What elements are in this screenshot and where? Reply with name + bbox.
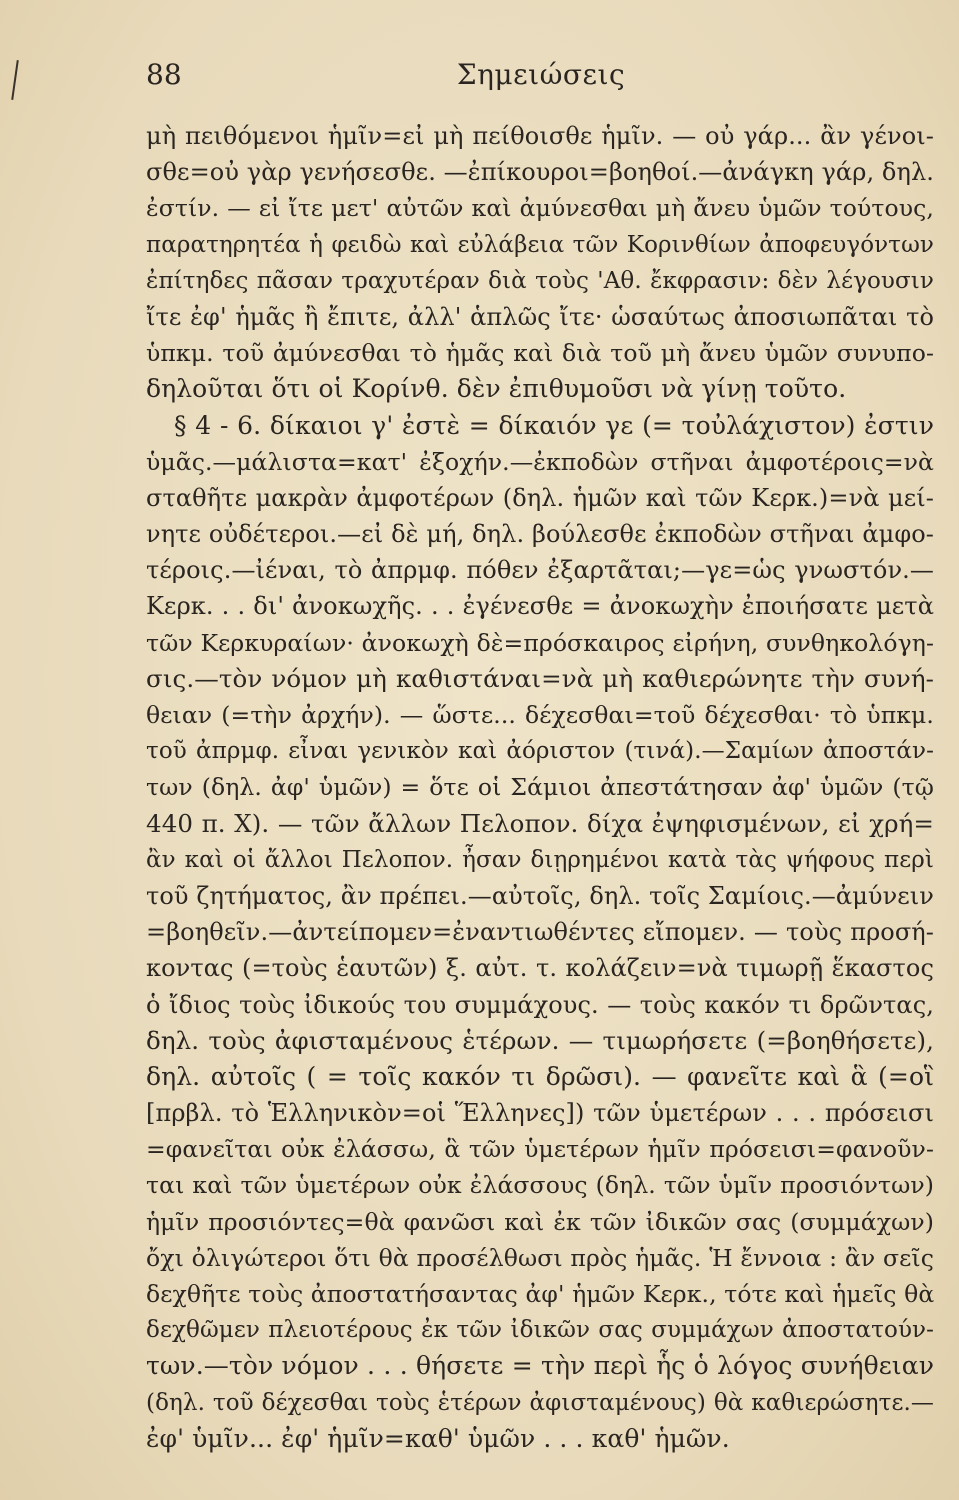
text-line: ἐφ' ὑμῖν... ἐφ' ἡμῖν=καθ' ὑμῶν . . . καθ' ἡμῶν. bbox=[146, 1423, 730, 1453]
text-line: ἐστίν. — εἰ ἴτε μετ' αὐτῶν καὶ ἀμύνεσθαι μὴ ἄνευ ὑμῶν τούτους, bbox=[146, 194, 934, 223]
text-line: =φανεῖται οὐκ ἐλάσσω, ἃ τῶν ὑμετέρων ἡμῖν πρόσεισι=φανοῦν- bbox=[146, 1135, 934, 1164]
text-line: δεχθῶμεν πλειοτέρους ἐκ τῶν ἰδικῶν σας συμμάχων ἀποστατούν- bbox=[146, 1317, 934, 1344]
margin-pencil-mark bbox=[11, 60, 19, 100]
text-line: 440 π. Χ). — τῶν ἄλλων Πελοπον. δίχα ἐψηφισμένων, εἰ χρή= bbox=[146, 808, 934, 838]
text-line: ὑπκμ. τοῦ ἀμύνεσθαι τὸ ἡμᾶς καὶ διὰ τοῦ μὴ ἄνευ ὑμῶν συνυπο- bbox=[146, 339, 934, 368]
text-line: θειαν (=τὴν ἀρχήν). — ὥστε... δέχεσθαι=τοῦ δέχεσθαι· τὸ ὑπκμ. bbox=[146, 701, 934, 729]
text-line: ἐπίτηδες πᾶσαν τραχυτέραν διὰ τοὺς 'Αθ. ἔκφρασιν: δὲν λέγουσιν bbox=[146, 267, 934, 294]
text-line: μὴ πειθόμενοι ἡμῖν=εἰ μὴ πείθοισθε ἡμῖν. — οὐ γάρ... ἂν γένοι- bbox=[146, 122, 934, 150]
text-line: Κερκ. . . δι' ἀνοκωχῆς. . . ἐγένεσθε = ἀνοκωχὴν ἐποιήσατε μετὰ bbox=[146, 592, 934, 621]
text-line: τοῦ ἀπρμφ. εἶναι γενικὸν καὶ ἀόριστον (τινά).—Σαμίων ἀποστάν- bbox=[146, 738, 934, 765]
text-line: των.—τὸν νόμον . . . θήσετε = τὴν περὶ ἧς ὁ λόγος συνήθειαν bbox=[146, 1351, 934, 1381]
page-header bbox=[146, 58, 936, 98]
page-number: 88 bbox=[146, 58, 182, 91]
text-line: ἴτε ἐφ' ἡμᾶς ἢ ἔπιτε, ἀλλ' ἁπλῶς ἴτε· ὡσαύτως ἀποσιωπᾶται τὸ bbox=[146, 302, 934, 331]
text-line: δηλ. αὐτοῖς ( = τοῖς κακόν τι δρῶσι). — φανεῖτε καὶ ἃ (=οἳ bbox=[146, 1061, 934, 1091]
text-line: =βοηθεῖν.—ἀντείπομεν=ἐναντιωθέντες εἴπομεν. — τοὺς προσή- bbox=[146, 918, 934, 947]
text-line: κοντας (=τοὺς ἑαυτῶν) ξ. αὐτ. τ. κολάζειν=νὰ τιμωρῇ ἕκαστος bbox=[146, 954, 934, 983]
text-line: νητε οὐδέτεροι.—εἰ δὲ μή, δηλ. βούλεσθε ἐκποδὼν στῆναι ἀμφο- bbox=[146, 520, 934, 549]
text-line: τῶν Κερκυραίων· ἀνοκωχὴ δὲ=πρόσκαιρος εἰρήνη, συνθηκολόγη- bbox=[146, 628, 934, 657]
text-line: ὄχι ὀλιγώτεροι ὅτι θὰ προσέλθωσι πρὸς ἡμᾶς. Ἡ ἔννοια : ἂν σεῖς bbox=[146, 1243, 934, 1272]
text-line: τοῦ ζητήματος, ἂν πρέπει.—αὐτοῖς, δηλ. τοῖς Σαμίοις.—ἀμύνειν bbox=[146, 881, 934, 910]
text-line: δεχθῆτε τοὺς ἀποστατήσαντας ἀφ' ἡμῶν Κερκ., τότε καὶ ἡμεῖς θὰ bbox=[146, 1280, 934, 1308]
text-line: [πρβλ. τὸ Ἑλληνικὸν=οἱ Ἕλληνες]) τῶν ὑμετέρων . . . πρόσεισι bbox=[146, 1099, 934, 1128]
text-line: ἡμῖν προσιόντες=θὰ φανῶσι καὶ ἐκ τῶν ἰδικῶν σας (συμμάχων) bbox=[146, 1207, 934, 1236]
text-line: (δηλ. τοῦ δέχεσθαι τοὺς ἑτέρων ἀφισταμένους) θὰ καθιερώσητε.— bbox=[146, 1389, 934, 1416]
section-start-line: § 4 - 6. δίκαιοι γ' ἐστὲ = δίκαιόν γε (= τοὐλάχιστον) ἐστιν bbox=[174, 410, 934, 440]
text-line: των (δηλ. ἀφ' ὑμῶν) = ὅτε οἱ Σάμιοι ἀπεστάτησαν ἀφ' ὑμῶν (τῷ bbox=[146, 773, 934, 802]
text-line: σις.—τὸν νόμον μὴ καθιστάναι=νὰ μὴ καθιερώνητε τὴν συνή- bbox=[146, 663, 934, 693]
text-line: τέροις.—ἰέναι, τὸ ἀπρμφ. πόθεν ἐξαρτᾶται;—γε=ὡς γνωστόν.— bbox=[146, 556, 934, 585]
text-line: σταθῆτε μακρὰν ἀμφοτέρων (δηλ. ἡμῶν καὶ τῶν Κερκ.)=νὰ μεί- bbox=[146, 483, 934, 512]
text-line: παρατηρητέα ἡ φειδὼ καὶ εὐλάβεια τῶν Κορινθίων ἀποφευγόντων bbox=[146, 231, 934, 258]
text-line: ὁ ἴδιος τοὺς ἰδικούς του συμμάχους. — τοὺς κακόν τι δρῶντας, bbox=[146, 990, 934, 1019]
notes-text bbox=[146, 118, 934, 1457]
text-line: δηλ. τοὺς ἀφισταμένους ἑτέρων. — τιμωρήσετε (=βοηθήσετε), bbox=[146, 1025, 934, 1055]
text-line: σθε=οὐ γὰρ γενήσεσθε. —ἐπίκουροι=βοηθοί.—ἀνάγκη γάρ, δηλ. bbox=[146, 158, 934, 187]
running-title: Σημειώσεις bbox=[456, 58, 626, 91]
text-line: ἂν καὶ οἱ ἄλλοι Πελοπον. ἦσαν διῃρημένοι κατὰ τὰς ψήφους περὶ bbox=[146, 846, 934, 873]
text-line: ὑμᾶς.—μάλιστα=κατ' ἐξοχήν.—ἐκποδὼν στῆναι ἀμφοτέροις=νὰ bbox=[146, 447, 934, 476]
text-line: ται καὶ τῶν ὑμετέρων οὐκ ἐλάσσους (δηλ. τῶν ὑμῖν προσιόντων) bbox=[146, 1171, 934, 1200]
text-line: δηλοῦται ὅτι οἱ Κορίνθ. δὲν ἐπιθυμοῦσι νὰ γίνῃ τοῦτο. bbox=[146, 374, 847, 404]
